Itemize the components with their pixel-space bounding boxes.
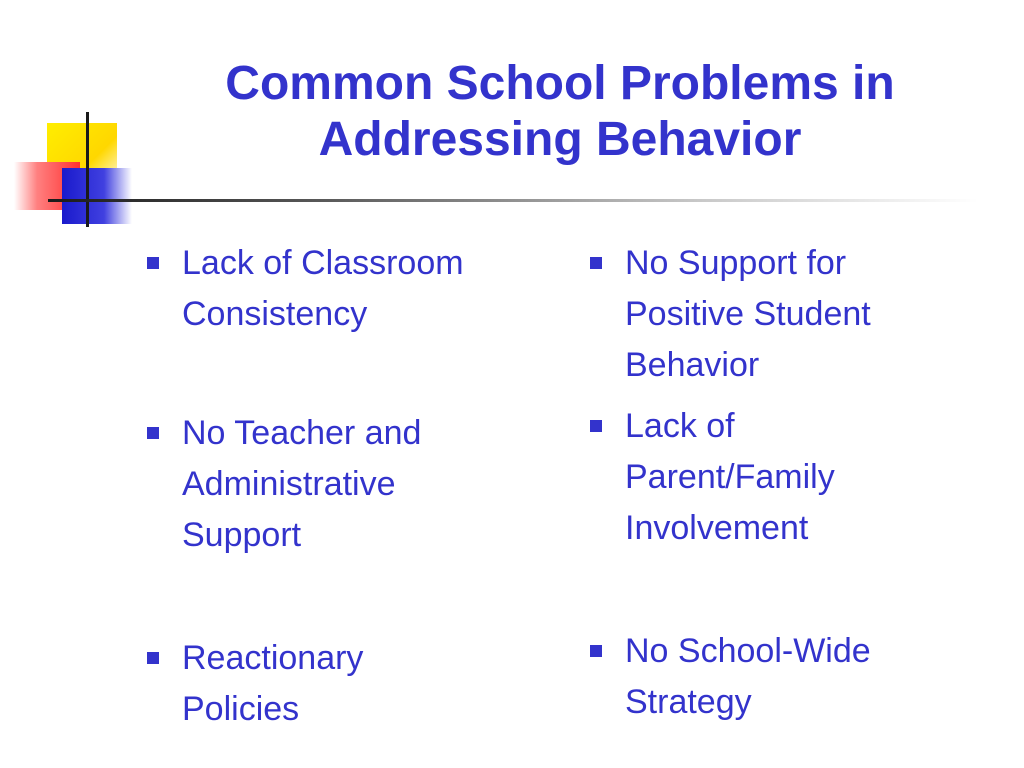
right-column <box>590 238 1010 728</box>
vertical-rule <box>86 112 89 227</box>
slide-title <box>150 56 970 168</box>
list-item <box>590 401 1010 626</box>
item-text-line: Parent/Family <box>625 458 835 496</box>
square-bullet-icon <box>590 645 602 657</box>
list-item <box>590 626 1010 728</box>
item-text-line: Positive Student <box>625 295 871 333</box>
item-text-line: Behavior <box>625 346 760 384</box>
item-text-line: Strategy <box>625 683 752 721</box>
item-text-line: No Teacher and <box>182 414 422 452</box>
list-item <box>147 633 547 735</box>
title-line-2: Addressing Behavior <box>318 113 802 166</box>
list-item <box>147 408 547 633</box>
square-bullet-icon <box>147 257 159 269</box>
left-column <box>147 238 547 735</box>
item-text-line: Consistency <box>182 295 368 333</box>
item-text-line: Policies <box>182 690 300 728</box>
title-divider <box>48 199 978 202</box>
list-item <box>590 238 1010 401</box>
item-text-line: Reactionary <box>182 639 364 677</box>
square-bullet-icon <box>590 420 602 432</box>
square-bullet-icon <box>590 257 602 269</box>
item-text-line: Lack of <box>625 407 735 445</box>
item-text-line: No School-Wide <box>625 632 871 670</box>
square-bullet-icon <box>147 652 159 664</box>
blue-square-shape <box>62 168 132 224</box>
title-line-1: Common School Problems in <box>225 57 895 110</box>
item-text-line: No Support for <box>625 244 847 282</box>
item-text-line: Lack of Classroom <box>182 244 464 282</box>
item-text-line: Administrative <box>182 465 396 503</box>
list-item <box>147 238 547 408</box>
item-text-line: Involvement <box>625 509 809 547</box>
item-text-line: Support <box>182 516 302 554</box>
square-bullet-icon <box>147 427 159 439</box>
